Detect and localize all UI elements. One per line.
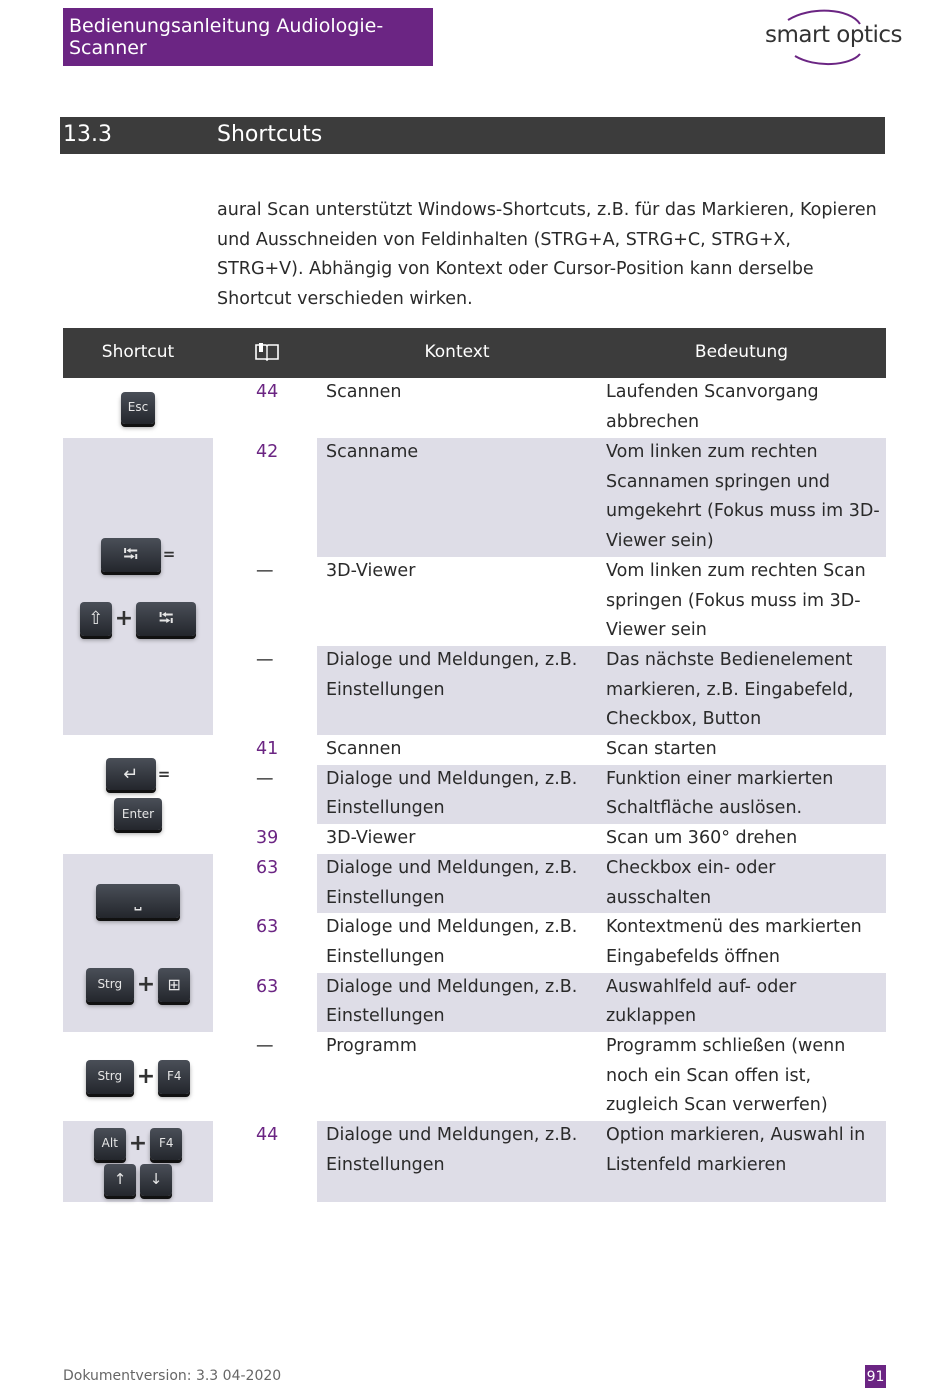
shortcut-enter (63, 735, 213, 854)
page-ref: 42 (256, 442, 279, 462)
space-key: ⎵ (96, 884, 180, 918)
table-header-row (63, 328, 886, 378)
context-cell: Dialoge und Meldungen, z.B. Einstellungen (317, 1121, 597, 1202)
section-heading (60, 117, 885, 154)
table-row (63, 1121, 886, 1202)
table-row (63, 438, 886, 557)
context-cell: Dialoge und Meldungen, z.B. Einstellungen (317, 854, 597, 913)
equals-sign: = (162, 544, 176, 563)
context-cell: 3D-Viewer (326, 560, 416, 581)
meaning-cell: Programm schließen (wenn noch ein Scan offen ist, zugleich Scan verwerfen) (606, 1036, 846, 1116)
strg-key: Strg (86, 968, 134, 1002)
table-row (63, 854, 886, 913)
meaning-cell: Vom linken zum rechten Scan springen (Fokus muss im 3D-Viewer sein (606, 560, 866, 641)
section-title: Shortcuts (217, 122, 323, 147)
page-ref: 63 (256, 917, 279, 938)
meaning-cell: Kontextmenü des markierten Eingabefelds öffnen (606, 917, 862, 967)
alt-key: Alt (94, 1128, 126, 1160)
header-meaning: Bedeutung (597, 328, 886, 378)
esc-key: Esc (121, 392, 155, 424)
shortcuts-table (63, 328, 886, 1202)
page-ref: 44 (256, 1125, 279, 1146)
shortcut-tab (63, 438, 213, 735)
strg-key: Strg (86, 1060, 134, 1094)
context-cell: Programm (326, 1036, 417, 1057)
context-cell: Dialoge und Meldungen, z.B. Einstellungen (317, 765, 597, 824)
page-ref: 44 (256, 382, 279, 402)
intro-paragraph: aural Scan unterstützt Windows-Shortcuts, z.B. für das Markieren, Kopieren und Ausschneiden von Feldinhalten (STRG+A, STRG+C, STRG+X, STRG+V). Abhängig von Kontext oder Cursor-Position kann derselbe Shortcut verschieden wirken. (217, 200, 877, 310)
context-cell: Dialoge und Meldungen, z.B. Einstellungen (326, 917, 578, 967)
meaning-cell: Das nächste Bedienelement markieren, z.B. Eingabefeld, Checkbox, Button (597, 646, 886, 735)
context-cell: Dialoge und Meldungen, z.B. Einstellungen (317, 973, 597, 1032)
smart-optics-logo (760, 8, 902, 68)
arrow-down-key: ↓ (140, 1164, 172, 1196)
f4-key: F4 (150, 1128, 182, 1160)
windows-key-icon: ⊞ (158, 968, 190, 1002)
logo-text: smart optics (765, 22, 902, 48)
table-row (63, 735, 886, 765)
shortcut-strg-f4 (63, 1032, 213, 1121)
shift-key: ⇧ (80, 602, 112, 636)
shortcut-alt-f4-arrows (63, 1121, 213, 1202)
meaning-cell: Funktion einer markierten Schaltfläche auslösen. (597, 765, 886, 824)
arrow-up-key: ↑ (104, 1164, 136, 1196)
header-page (217, 328, 317, 378)
meaning-cell: Option markieren, Auswahl in Listenfeld markieren (597, 1121, 886, 1202)
context-cell: Scannen (326, 739, 402, 760)
page-ref: — (256, 649, 274, 670)
page-ref: 41 (256, 739, 279, 760)
meaning-cell: Scan starten (606, 739, 717, 760)
f4-key: F4 (158, 1060, 190, 1094)
document-title: Bedienungsanleitung Audiologie-Scanner (69, 15, 384, 59)
page-ref: — (256, 1036, 274, 1057)
plus-sign: + (114, 605, 134, 631)
shortcut-space-strg-win (63, 854, 213, 1032)
context-cell: Dialoge und Meldungen, z.B. Einstellungen (317, 646, 597, 735)
meaning-cell: Vom linken zum rechten Scannamen springen und umgekehrt (Fokus muss im 3D-Viewer sein) (597, 438, 886, 557)
table-row (63, 1032, 886, 1121)
page-ref: — (256, 768, 274, 789)
meaning-cell: Auswahlfeld auf- oder zuklappen (597, 973, 886, 1032)
table-row (63, 378, 886, 438)
meaning-cell: Scan um 360° drehen (606, 828, 798, 849)
document-version: Dokumentversion: 3.3 04-2020 (63, 1368, 282, 1384)
meaning-cell: Checkbox ein- oder ausschalten (597, 854, 886, 913)
enter-arrow-key: ↵ (106, 758, 156, 790)
header-shortcut: Shortcut (63, 328, 213, 378)
context-cell: Scannen (326, 382, 402, 402)
context-cell: Scanname (317, 438, 597, 557)
page-ref: 63 (256, 857, 279, 878)
document-title-banner (63, 8, 433, 66)
section-number: 13.3 (63, 122, 112, 147)
page-ref: — (256, 560, 274, 581)
header-context: Kontext (317, 328, 597, 378)
tab-key: ⭾ (136, 602, 196, 636)
equals-sign: = (157, 764, 171, 783)
plus-sign: + (128, 1130, 148, 1156)
page-ref: 39 (256, 828, 279, 849)
meaning-cell: Laufenden Scanvorgang abbrechen (606, 382, 819, 432)
context-cell: 3D-Viewer (326, 828, 416, 849)
plus-sign: + (136, 1063, 156, 1089)
tab-key: ⭾ (101, 538, 161, 572)
enter-key: Enter (114, 798, 162, 830)
book-icon (254, 342, 280, 362)
page-number: 91 (865, 1365, 886, 1388)
shortcut-esc (63, 378, 213, 438)
plus-sign: + (136, 972, 156, 998)
page-ref: 63 (256, 976, 279, 997)
